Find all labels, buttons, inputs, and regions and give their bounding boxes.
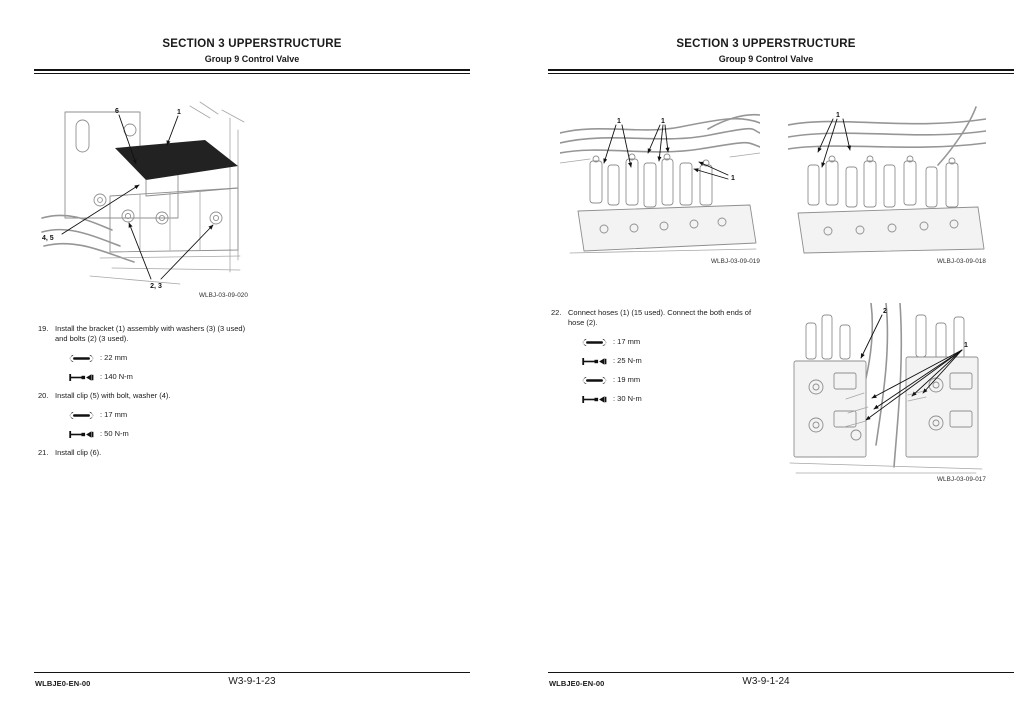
callout-label: 4, 5 [42, 235, 54, 242]
callout-arrow [167, 116, 178, 145]
torque-wrench-icon [581, 357, 608, 366]
page-header [34, 38, 470, 64]
callout-label: 1 [964, 342, 968, 349]
spec-value: : 17 mm [100, 410, 128, 419]
torque-wrench-icon [68, 373, 95, 382]
callout-arrow [659, 125, 663, 161]
callout-label: 1 [731, 175, 735, 182]
instruction-steps [38, 324, 298, 464]
doc-code: WLBJE0-EN-00 [35, 679, 91, 688]
step-text: Install clip (6). [55, 448, 102, 457]
callout-label: 1 [836, 112, 840, 119]
figure-caption: WLBJ-03-09-018 [937, 258, 986, 265]
manual-page-right [548, 0, 1014, 724]
step-text: Install the bracket (1) assembly with washers (3) (3 used) and bolts (2) (3 used). [55, 324, 246, 343]
step-item [38, 448, 298, 458]
step-number: 22. [551, 308, 562, 317]
figure-caption: WLBJ-03-09-020 [199, 292, 248, 299]
wrench-icon [68, 354, 95, 363]
hose-illustration [788, 103, 986, 256]
callout-label: 1 [617, 118, 621, 125]
step-item [38, 391, 298, 401]
spec-row [581, 356, 791, 366]
step-text: Install clip (5) with bolt, washer (4). [55, 391, 171, 400]
callout-arrow [604, 125, 616, 163]
callout-arrow [818, 119, 833, 152]
section-title: SECTION 3 UPPERSTRUCTURE [162, 38, 342, 50]
spec-row [581, 394, 791, 404]
spec-value: : 30 N-m [613, 394, 642, 403]
torque-wrench-icon [68, 430, 95, 439]
instruction-steps [551, 308, 791, 413]
figure-bracket-install [40, 100, 248, 299]
step-text: Connect hoses (1) (15 used). Connect the both ends of hose (2). [568, 308, 752, 327]
hose-illustration [560, 103, 760, 256]
page-number: W3-9-1-23 [228, 676, 276, 687]
page-number: W3-9-1-24 [742, 676, 790, 687]
figure-hoses-right [788, 103, 986, 265]
step-number: 21. [38, 448, 49, 457]
spec-row [581, 337, 791, 347]
step-item [551, 308, 791, 328]
callout-arrow [161, 225, 213, 279]
group-title: Group 9 Control Valve [204, 54, 300, 64]
page-header [548, 38, 984, 64]
wrench-icon [581, 376, 608, 385]
hose-illustration [786, 303, 986, 474]
figure-caption: WLBJ-03-09-017 [937, 476, 986, 483]
step-number: 20. [38, 391, 49, 400]
callout-arrow [62, 185, 139, 234]
figure-hose-ends [786, 303, 986, 483]
spec-row [581, 375, 791, 385]
spec-value: : 140 N-m [100, 372, 133, 381]
group-title: Group 9 Control Valve [718, 54, 814, 64]
bracket-illustration [40, 100, 248, 290]
callout-label: 1 [177, 109, 181, 116]
footer-rule [548, 672, 1014, 673]
callout-label: 1 [661, 118, 665, 125]
callout-arrow [694, 169, 728, 179]
spec-value: : 22 mm [100, 353, 128, 362]
footer-rule [34, 672, 470, 673]
doc-code: WLBJE0-EN-00 [549, 679, 605, 688]
section-title: SECTION 3 UPPERSTRUCTURE [676, 38, 856, 50]
callout-label: 6 [115, 108, 119, 115]
spec-value: : 19 mm [613, 375, 641, 384]
figure-caption: WLBJ-03-09-019 [711, 258, 760, 265]
step-number: 19. [38, 324, 49, 333]
spec-value: : 17 mm [613, 337, 641, 346]
spec-value: : 25 N-m [613, 356, 642, 365]
wrench-icon [581, 338, 608, 347]
header-rule [548, 69, 1014, 74]
wrench-icon [68, 411, 95, 420]
manual-page-left [34, 0, 470, 724]
header-rule [34, 69, 470, 74]
callout-label: 2, 3 [150, 283, 162, 290]
spec-value: : 50 N-m [100, 429, 129, 438]
spec-row [68, 410, 298, 420]
spec-row [68, 429, 298, 439]
figure-hoses-left [560, 103, 760, 265]
callout-arrow [699, 162, 728, 175]
step-item [38, 324, 298, 344]
callout-label: 2 [883, 308, 887, 315]
torque-wrench-icon [581, 395, 608, 404]
spec-row [68, 353, 298, 363]
spec-row [68, 372, 298, 382]
